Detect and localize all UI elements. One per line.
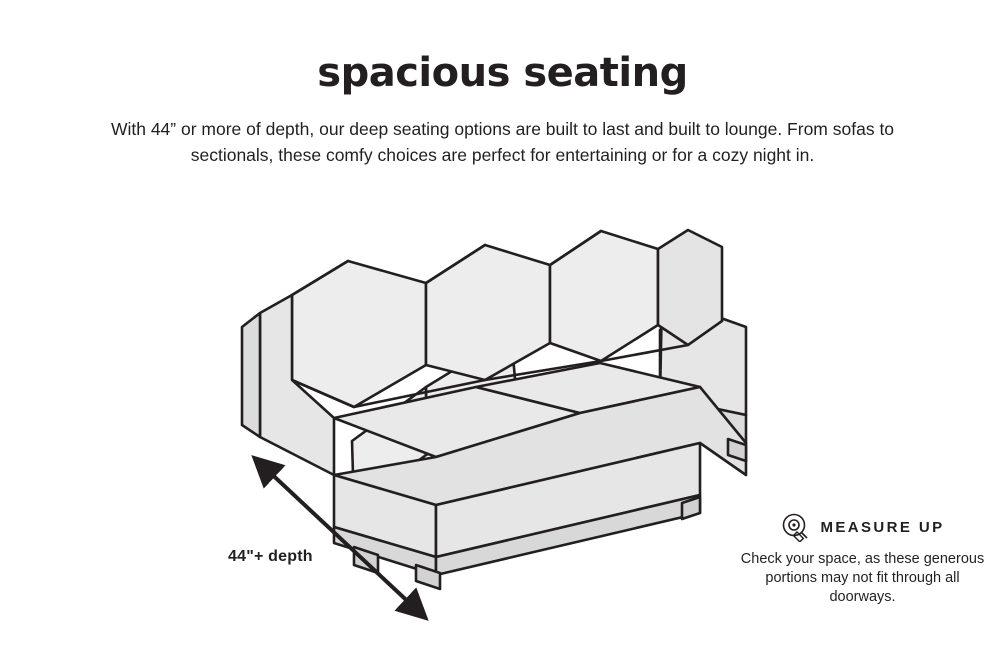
measure-up-header	[740, 512, 985, 542]
depth-dimension-arrow	[225, 450, 445, 630]
measure-up-note: Check your space, as these generous portions may not fit through all doorways.	[740, 551, 985, 605]
description-text: With 44” or more of depth, our deep seating options are built to last and built to lounge. From sofas to sectionals, these comfy choices are perfect for entertaining or for a cozy night in.	[110, 119, 895, 165]
measure-up-title: MEASURE UP	[820, 518, 945, 536]
depth-measurement-label: 44"+ depth	[228, 548, 313, 565]
measuring-tape-icon	[780, 512, 810, 542]
page-title: spacious seating	[317, 50, 688, 96]
measure-up-callout	[740, 512, 985, 607]
